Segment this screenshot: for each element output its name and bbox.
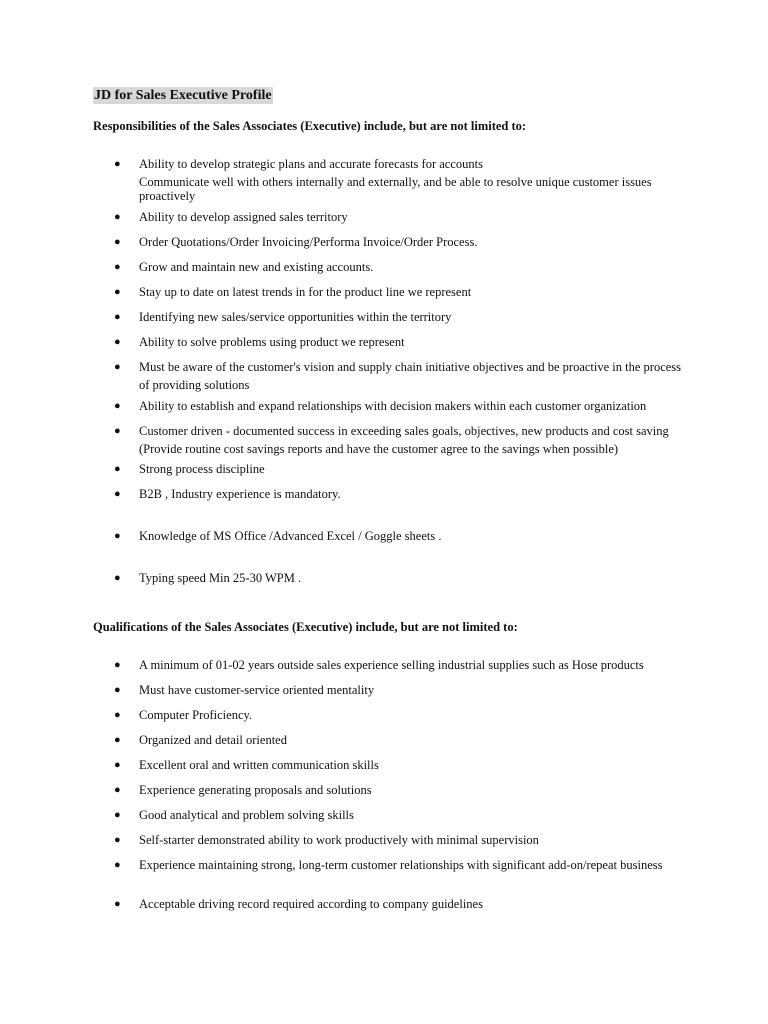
- bullet-icon: ●: [114, 361, 121, 373]
- bullet-icon: ●: [114, 261, 121, 273]
- bullet-icon: ●: [114, 784, 121, 796]
- document-title: JD for Sales Executive Profile: [94, 88, 272, 103]
- bullet-icon: ●: [114, 809, 121, 821]
- bullet-icon: ●: [114, 709, 121, 721]
- bullet-icon: ●: [114, 425, 121, 437]
- bullet-icon: ●: [114, 759, 121, 771]
- bullet-icon: ●: [114, 859, 121, 871]
- bullet-icon: ●: [114, 734, 121, 746]
- bullet-icon: ●: [114, 659, 121, 671]
- bullet-icon: ●: [114, 400, 121, 412]
- bullet-icon: ●: [114, 834, 121, 846]
- bullet-icon: ●: [114, 211, 121, 223]
- bullet-icon: ●: [114, 336, 121, 348]
- bullet-icon: ●: [114, 488, 121, 500]
- bullet-icon: ●: [114, 530, 121, 542]
- responsibilities-heading: Responsibilities of the Sales Associates (Executive) include, but are not limited to:: [93, 119, 527, 133]
- bullet-icon: ●: [114, 286, 121, 298]
- document-page: JD for Sales Executive Profile Responsibilities of the Sales Associates (Executive) include, but are not limited to: ● Ability to develop strategic plans and accurate forecasts for accounts Communicate well with others internally and externally, and be able to resolve unique customer issues proactively ● Ability to develop assigned sales territory ● Order Quotations/Order Invoicing/Performa Invoice/Order Process. ● Grow and maintain new and existing accounts. ● Stay up to date on latest trends in for the product line we represent ● Identifying new sales/service opportunities within the territory ● Ability to solve problems using product we represent ● Must be aware of the customer's vision and supply chain initiative objectives and be proactive in the process of providing solutions ● Ability to establish and expand relationships with decision makers within each customer organization ● Customer driven - documented success in exceeding sales goals, objectives, new products and cost saving (Provide routine cost savings reports and have the customer agree to the savings when possible) ● Strong process discipline ● B2B , Industry experience is mandatory. ● Knowledge of MS Office /Advanced Excel / Goggle sheets . ● Typing speed Min 25-30 WPM . Qualifications of the Sales Associates (Executive) include, but are not limited to: ● A minimum of 01-02 years outside sales experience selling industrial supplies such as Hose products ● Must have customer-service oriented mentality ● Computer Proficiency. ● Organized and detail oriented ● Excellent oral and written communication skills ● Experience generating proposals and solutions ● Good analytical and problem solving skills ● Self-starter demonstrated ability to work productively with minimal supervision ● Experience maintaining strong, long-term customer relationships with significant add-on/repeat business ● Acceptable driving record required according to company guidelines: [93, 88, 682, 911]
- bullet-icon: ●: [114, 898, 121, 910]
- bullet-icon: ●: [114, 684, 121, 696]
- qualifications-heading: Qualifications of the Sales Associates (Executive) include, but are not limited to:: [93, 620, 518, 634]
- bullet-icon: ●: [114, 311, 121, 323]
- bullet-icon: ●: [114, 236, 121, 248]
- bullet-icon: ●: [114, 158, 121, 170]
- bullet-icon: ●: [114, 572, 121, 584]
- bullet-icon: ●: [114, 463, 121, 475]
